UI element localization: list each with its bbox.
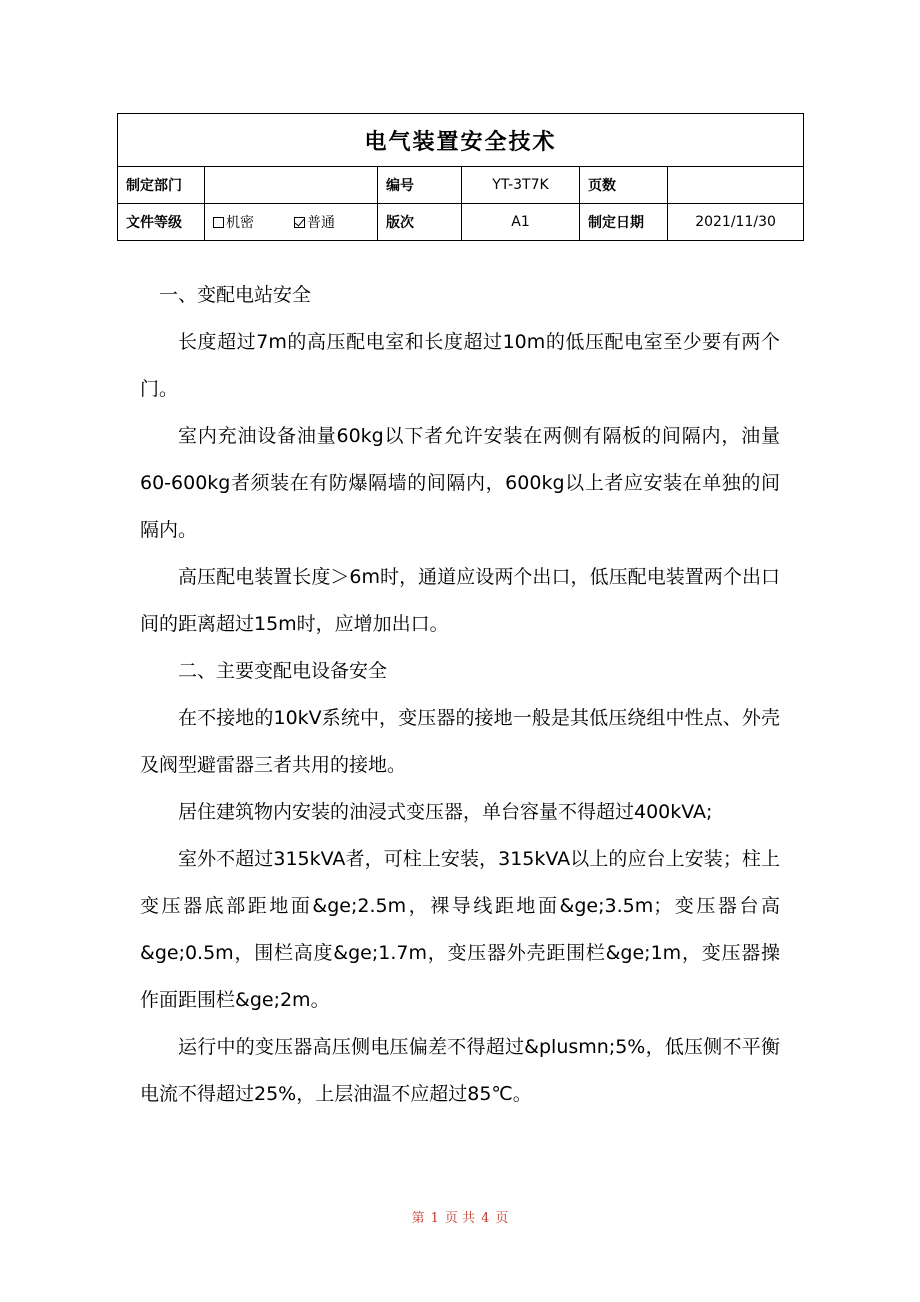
unchecked-box-icon bbox=[213, 217, 224, 228]
paragraph: 长度超过7m的高压配电室和长度超过10m的低压配电室至少要有两个门。 bbox=[140, 331, 780, 400]
level-options bbox=[205, 204, 378, 241]
paragraph: 室外不超过315kVA者，可柱上安装，315kVA以上的应台上安装；柱上变压器底部距地面&ge;2.5m，裸导线距地面&ge;3.5m；变压器台高&ge;0.5m，围栏高度&ge;1.7m，变压器外壳距围栏&ge;1m，变压器操作面距围栏&ge;2m。 bbox=[140, 848, 780, 1011]
footer-current-page: 1 bbox=[430, 1211, 439, 1226]
paragraph: 运行中的变压器高压侧电压偏差不得超过&plusmn;5%，低压侧不平衡电流不得超过25%，上层油温不应超过85℃。 bbox=[140, 1036, 780, 1105]
document-title: 电气装置安全技术 bbox=[118, 114, 804, 167]
document-header-table bbox=[117, 113, 804, 241]
section-heading: 一、变配电站安全 bbox=[159, 284, 312, 306]
paragraph: 室内充油设备油量60kg以下者允许安装在两侧有隔板的间隔内，油量60-600kg者须装在有防爆隔墙的间隔内，600kg以上者应安装在单独的间隔内。 bbox=[140, 425, 780, 541]
footer-prefix: 第 bbox=[411, 1211, 425, 1226]
number-value: YT-3T7K bbox=[462, 167, 580, 204]
level-label: 文件等级 bbox=[118, 204, 205, 241]
section-heading: 二、主要变配电设备安全 bbox=[178, 660, 388, 682]
number-label: 编号 bbox=[378, 167, 462, 204]
checked-box-icon bbox=[294, 217, 305, 228]
level-option-label: 普通 bbox=[307, 215, 335, 231]
paragraph: 高压配电装置长度＞6m时，通道应设两个出口，低压配电装置两个出口间的距离超过15m时，应增加出口。 bbox=[140, 566, 780, 635]
date-value: 2021/11/30 bbox=[668, 204, 804, 241]
paragraph: 在不接地的10kV系统中，变压器的接地一般是其低压绕组中性点、外壳及阀型避雷器三者共用的接地。 bbox=[140, 707, 780, 776]
paragraph: 居住建筑物内安装的油浸式变压器，单台容量不得超过400kVA; bbox=[178, 801, 713, 823]
dept-label: 制定部门 bbox=[118, 167, 205, 204]
footer-total-pages: 4 bbox=[481, 1211, 490, 1226]
version-value: A1 bbox=[462, 204, 580, 241]
dept-value bbox=[205, 167, 378, 204]
page-footer bbox=[0, 1207, 920, 1226]
pages-label: 页数 bbox=[580, 167, 668, 204]
pages-value bbox=[668, 167, 804, 204]
footer-middle: 页 共 bbox=[444, 1211, 476, 1226]
document-body bbox=[140, 272, 780, 1118]
date-label: 制定日期 bbox=[580, 204, 668, 241]
level-option-label: 机密 bbox=[226, 215, 254, 231]
footer-suffix: 页 bbox=[495, 1211, 509, 1226]
level-option-normal bbox=[294, 212, 335, 232]
version-label: 版次 bbox=[378, 204, 462, 241]
level-option-confidential bbox=[213, 212, 254, 232]
